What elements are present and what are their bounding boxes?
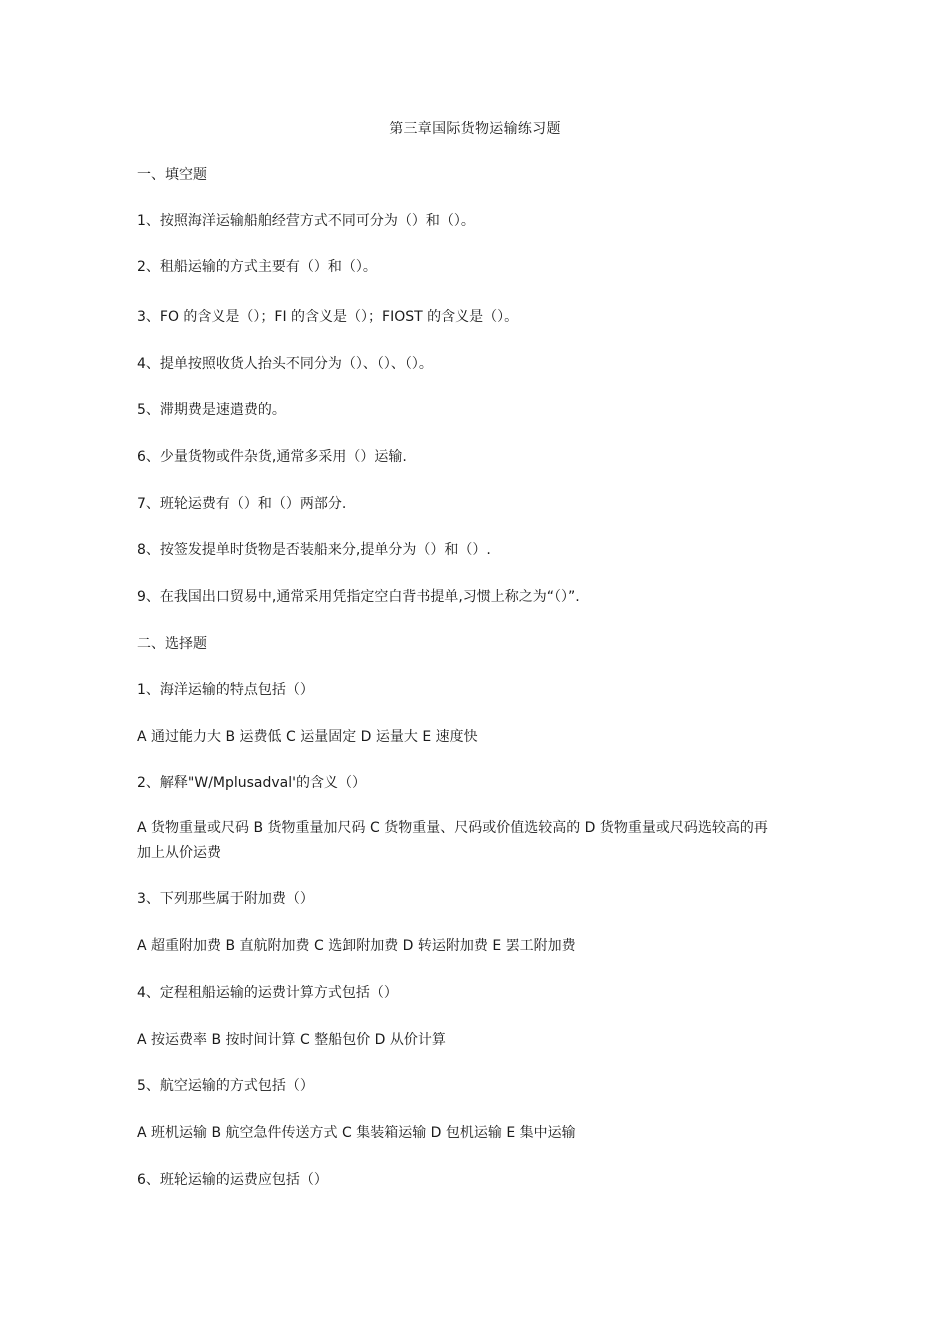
question-item: 6、班轮运输的运费应包括（） bbox=[137, 1172, 328, 1188]
answer-options: A 通过能力大 B 运费低 C 运量固定 D 运量大 E 速度快 bbox=[137, 729, 478, 745]
question-item: 2、解释"W/Mplusadval'的含义（） bbox=[137, 775, 366, 791]
question-item: 6、少量货物或件杂货,通常多采用（）运输. bbox=[137, 449, 407, 465]
question-item: 5、滞期费是速遣费的。 bbox=[137, 402, 286, 418]
page-title: 第三章国际货物运输练习题 bbox=[389, 121, 561, 137]
question-item: 8、按签发提单时货物是否装船来分,提单分为（）和（）. bbox=[137, 542, 491, 558]
section-heading-fill-in: 一、填空题 bbox=[137, 167, 207, 183]
question-item: 3、下列那些属于附加费（） bbox=[137, 891, 314, 907]
section-heading-choice: 二、选择题 bbox=[137, 636, 207, 652]
question-item: 1、按照海洋运输船舶经营方式不同可分为（）和（）。 bbox=[137, 213, 475, 229]
question-item: 1、海洋运输的特点包括（） bbox=[137, 682, 314, 698]
answer-options: A 班机运输 B 航空急件传送方式 C 集装箱运输 D 包机运输 E 集中运输 bbox=[137, 1125, 576, 1141]
question-item: 5、航空运输的方式包括（） bbox=[137, 1078, 314, 1094]
question-item: 4、定程租船运输的运费计算方式包括（） bbox=[137, 985, 398, 1001]
answer-options: A 超重附加费 B 直航附加费 C 选卸附加费 D 转运附加费 E 罢工附加费 bbox=[137, 938, 576, 954]
question-item: 9、在我国出口贸易中,通常采用凭指定空白背书提单,习惯上称之为“（）”. bbox=[137, 589, 580, 605]
question-item: 2、租船运输的方式主要有（）和（）。 bbox=[137, 259, 377, 275]
question-item: 4、提单按照收货人抬头不同分为（）、（）、（）。 bbox=[137, 356, 433, 372]
answer-options: A 货物重量或尺码 B 货物重量加尺码 C 货物重量、尺码或价值选较高的 D 货物重量或尺码选较高的再加上从价运费 bbox=[137, 820, 768, 861]
answer-options: A 按运费率 B 按时间计算 C 整船包价 D 从价计算 bbox=[137, 1032, 446, 1048]
question-item: 3、FO 的含义是（）；FI 的含义是（）；FIOST 的含义是（）。 bbox=[137, 309, 519, 325]
question-item: 7、班轮运费有（）和（）两部分. bbox=[137, 496, 347, 512]
